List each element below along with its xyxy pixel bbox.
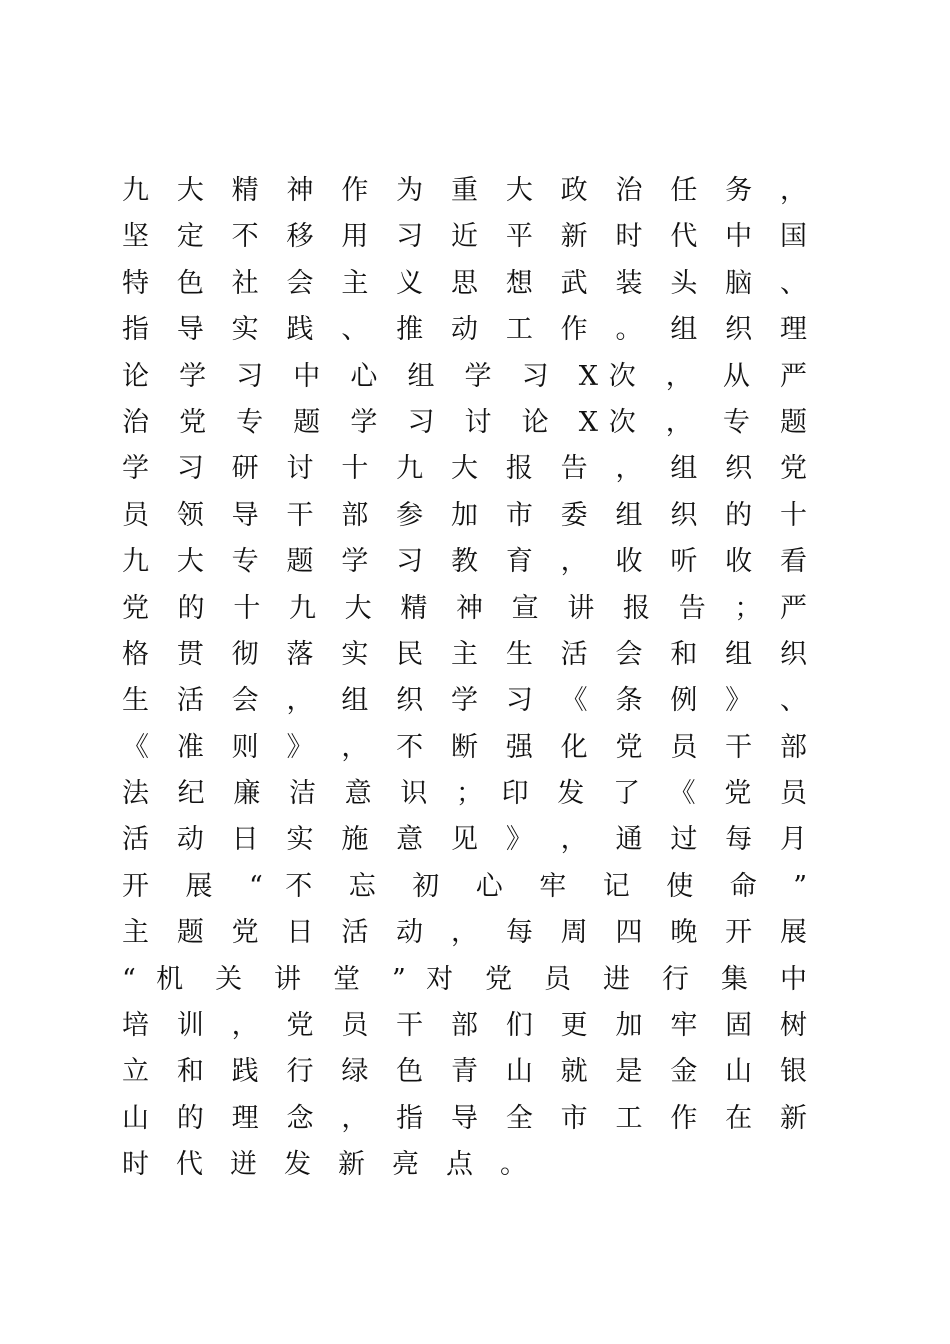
last-line-char: 时 bbox=[122, 1149, 149, 1181]
last-line-char: 代 bbox=[176, 1149, 203, 1181]
paragraph-line-2: 坚 定 不 移 用 习 近 平 新 时 代 中 国 bbox=[122, 221, 807, 253]
paragraph-line-18: “ 机 关 讲 堂 ” 对 党 员 进 行 集 中 bbox=[122, 963, 807, 995]
paragraph-line-7: 学 习 研 讨 十 九 大 报 告 ， 组 织 党 bbox=[122, 453, 807, 485]
paragraph-line-11: 格 贯 彻 落 实 民 主 生 活 会 和 组 织 bbox=[122, 638, 807, 670]
paragraph-line-21: 山 的 理 念 ， 指 导 全 市 工 作 在 新 bbox=[122, 1102, 807, 1134]
paragraph-line-13: 《 准 则 》 ， 不 断 强 化 党 员 干 部 bbox=[122, 731, 807, 763]
paragraph-line-4: 指 导 实 践 、 推 动 工 作 。 组 织 理 bbox=[122, 314, 807, 346]
paragraph-line-12: 生 活 会 ， 组 织 学 习 《 条 例 》 、 bbox=[122, 685, 807, 717]
last-line-char: 迸 bbox=[230, 1149, 257, 1181]
paragraph-line-9: 九 大 专 题 学 习 教 育 ， 收 听 收 看 bbox=[122, 546, 807, 578]
paragraph-line-20: 立 和 践 行 绿 色 青 山 就 是 金 山 银 bbox=[122, 1056, 807, 1088]
paragraph-line-17: 主 题 党 日 活 动 ， 每 周 四 晚 开 展 bbox=[122, 917, 807, 949]
paragraph-line-10: 党 的 十 九 大 精 神 宣 讲 报 告 ； 严 bbox=[122, 592, 807, 624]
paragraph-line-6: 治 党 专 题 学 习 讨 论 X次 ， 专 题 bbox=[122, 406, 807, 438]
paragraph-line-22 bbox=[122, 1142, 807, 1188]
paragraph-line-15: 活 动 日 实 施 意 见 》 ， 通 过 每 月 bbox=[122, 824, 807, 856]
last-line-char: 新 bbox=[338, 1149, 365, 1181]
body-paragraph bbox=[122, 168, 807, 1189]
last-line-char: 。 bbox=[500, 1149, 527, 1181]
last-line-char: 发 bbox=[284, 1149, 311, 1181]
paragraph-line-8: 员 领 导 干 部 参 加 市 委 组 织 的 十 bbox=[122, 499, 807, 531]
paragraph-line-1: 九 大 精 神 作 为 重 大 政 治 任 务 ， bbox=[122, 175, 807, 206]
last-line-char: 点 bbox=[446, 1149, 473, 1181]
paragraph-line-16: 开 展 “ 不 忘 初 心 牢 记 使 命 ” bbox=[122, 870, 807, 902]
last-line-char: 亮 bbox=[392, 1149, 419, 1181]
paragraph-line-5: 论 学 习 中 心 组 学 习 X次 ， 从 严 bbox=[122, 360, 807, 392]
paragraph-line-19: 培 训 ， 党 员 干 部 们 更 加 牢 固 树 bbox=[122, 1010, 807, 1042]
paragraph-line-14: 法 纪 廉 洁 意 识 ； 印 发 了 《 党 员 bbox=[122, 778, 807, 810]
paragraph-line-3: 特 色 社 会 主 义 思 想 武 装 头 脑 、 bbox=[122, 267, 807, 299]
